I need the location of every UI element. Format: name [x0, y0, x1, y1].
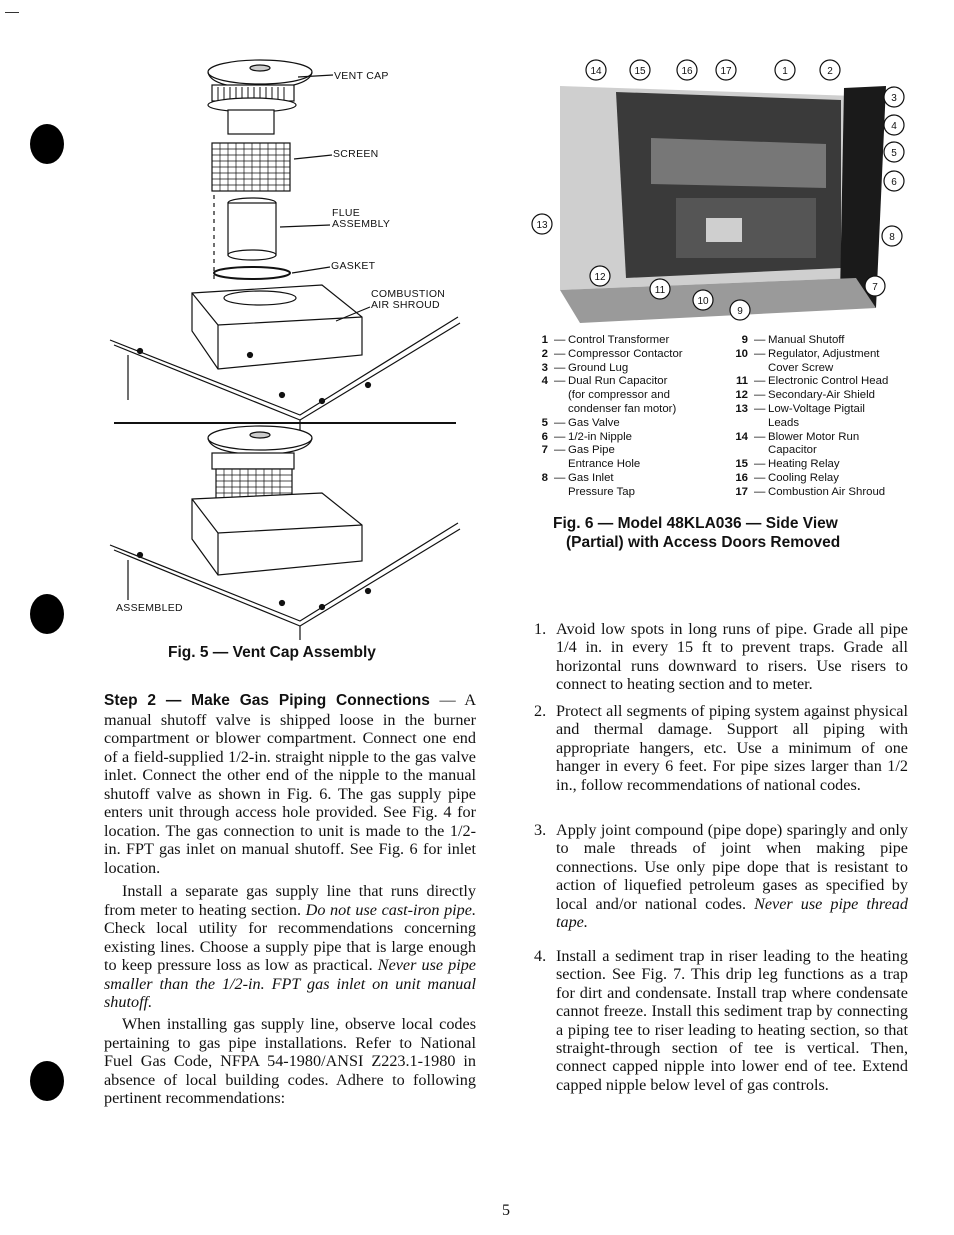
fig5-caption: Fig. 5 — Vent Cap Assembly: [168, 644, 376, 661]
vent-cap-exploded-drawing: [100, 55, 470, 645]
binder-hole-bottom: [30, 1061, 64, 1101]
legend-item: 6 — 1/2-in Nipple: [541, 430, 632, 443]
svg-text:10: 10: [697, 296, 709, 307]
step2-heading: Step 2 — Make Gas Piping Connections: [104, 692, 430, 709]
label-shroud-line2: AIR SHROUD: [371, 299, 440, 311]
edge-mark: [5, 12, 19, 13]
label-shroud-line1: COMBUSTION: [371, 288, 446, 300]
step2-paragraph: Step 2 — Make Gas Piping Connections — A manual shutoff valve is shipped loose in the burner compartment or blower compartment. Connect one end of a field-supplied 1/2-in. straight nipple to the gas valve inlet. Connect the other end of the nipple to the manual shutoff valve as shown in Fig. 6. The gas supply pipe enters unit through access hole provided. See Fig. 4 for location. The gas connection to unit is made to the 1/2-in. FPT gas inlet on manual shutoff. See Fig. 6 for inlet location.: [104, 691, 477, 877]
legend-item: 12 — Secondary-Air Shield: [735, 389, 875, 402]
legend-item: 10 — Regulator, Adjustment Cover Screw: [735, 347, 880, 374]
legend-item: 17 — Combustion Air Shroud: [735, 485, 886, 498]
legend-item: 13 — Low-Voltage Pigtail Leads: [735, 402, 865, 429]
svg-text:9: 9: [737, 306, 743, 317]
svg-text:11: 11: [654, 285, 666, 296]
legend-item: 3 — Ground Lug: [541, 361, 629, 374]
legend-item: 11 — Electronic Control Head: [735, 375, 889, 388]
legend-item: 5 — Gas Valve: [541, 416, 620, 429]
legend-item: 15 — Heating Relay: [735, 458, 840, 471]
codes-paragraph: When installing gas supply line, observe local codes pertaining to gas pipe installations. Refer to National Fuel Gas Code, NFPA 54-1980/ANSI Z223.1-1980 in absence of local building codes. Adhere to following pertinent recommendations:: [104, 1015, 476, 1107]
legend-item: 7 — Gas Pipe Entrance Hole: [541, 444, 641, 471]
fig6-caption-line1: Fig. 6 — Model 48KLA036 — Side View: [553, 515, 838, 532]
label-flue-line2: ASSEMBLY: [332, 218, 391, 230]
svg-text:6: 6: [891, 177, 897, 188]
svg-text:1: 1: [782, 66, 788, 77]
label-vent-cap: VENT CAP: [334, 70, 389, 82]
svg-text:14: 14: [590, 66, 602, 77]
legend-item: 14 — Blower Motor Run Capacitor: [735, 430, 860, 457]
svg-text:8: 8: [889, 232, 895, 243]
svg-text:13: 13: [536, 220, 548, 231]
legend-item: 1 — Control Transformer: [541, 334, 670, 346]
binder-hole-top: [30, 124, 64, 164]
svg-text:16: 16: [681, 66, 693, 77]
list-item: 4. Install a sediment trap in riser leading to the heating section. See Fig. 7. This drip leg functions as a trap for dirt and condensate. Install trap where condensate cannot freeze. Install this sediment trap by connecting a piping tee to riser leading to heating section, so that straight-through section of tee is vertical. Then, connect capped nipple into lower end of tee. Extend capped nipple below level of gas controls.: [534, 947, 908, 1094]
binder-hole-middle: [30, 594, 64, 634]
fig6-legend-right: [726, 334, 926, 500]
fig6-legend-left: [526, 334, 726, 500]
legend-item: 16 — Cooling Relay: [735, 471, 839, 484]
svg-text:2: 2: [827, 66, 833, 77]
svg-text:17: 17: [720, 66, 732, 77]
svg-text:5: 5: [891, 148, 897, 159]
fig6-callout-overlay: [530, 56, 910, 326]
legend-item: 2 — Compressor Contactor: [541, 347, 683, 360]
legend-item: 9 — Manual Shutoff: [741, 334, 845, 346]
list-item: 2. Protect all segments of piping system against physical and thermal damage. Support all piping with appropriate hangers, etc. Use a minimum of one hanger in every 6 feet. For pipe sizes larger than 1/2 in., follow recommendations of national codes.: [534, 702, 908, 794]
label-screen: SCREEN: [333, 148, 379, 160]
legend-item: 8 — Gas Inlet Pressure Tap: [541, 471, 635, 498]
supply-line-paragraph: Install a separate gas supply line that runs directly from meter to heating section. Do not use cast-iron pipe. Check local utility for recommendations concerning existing lines. Choose a supply pipe that is large enough to keep pressure loss as low as practical. Never use pipe smaller than the 1/2-in. FPT gas inlet on unit manual shutoff.: [104, 882, 476, 1011]
list-item: 1. Avoid low spots in long runs of pipe. Grade all pipe 1/4 in. in every 15 ft to prevent traps. Grade all horizontal runs downward to risers. Use risers to connect to heating section and to meter.: [534, 620, 908, 694]
fig6-caption-line2: (Partial) with Access Doors Removed: [566, 534, 841, 551]
svg-text:12: 12: [594, 272, 606, 283]
legend-item: 4 — Dual Run Capacitor (for compressor and condenser fan motor): [541, 375, 677, 415]
label-assembled: ASSEMBLED: [116, 602, 183, 614]
svg-text:3: 3: [891, 93, 897, 104]
label-flue-line1: FLUE: [332, 207, 361, 219]
list-item: 3. Apply joint compound (pipe dope) sparingly and only to male threads of joint when making pipe connections. Use only pipe dope that is resistant to action of liquefied petroleum gases as specified by local and/or national codes. Never use pipe thread tape.: [534, 821, 908, 932]
label-gasket: GASKET: [331, 260, 376, 272]
page-number: 5: [502, 1202, 510, 1219]
svg-text:15: 15: [634, 66, 646, 77]
svg-text:4: 4: [891, 121, 897, 132]
svg-text:7: 7: [872, 282, 878, 293]
